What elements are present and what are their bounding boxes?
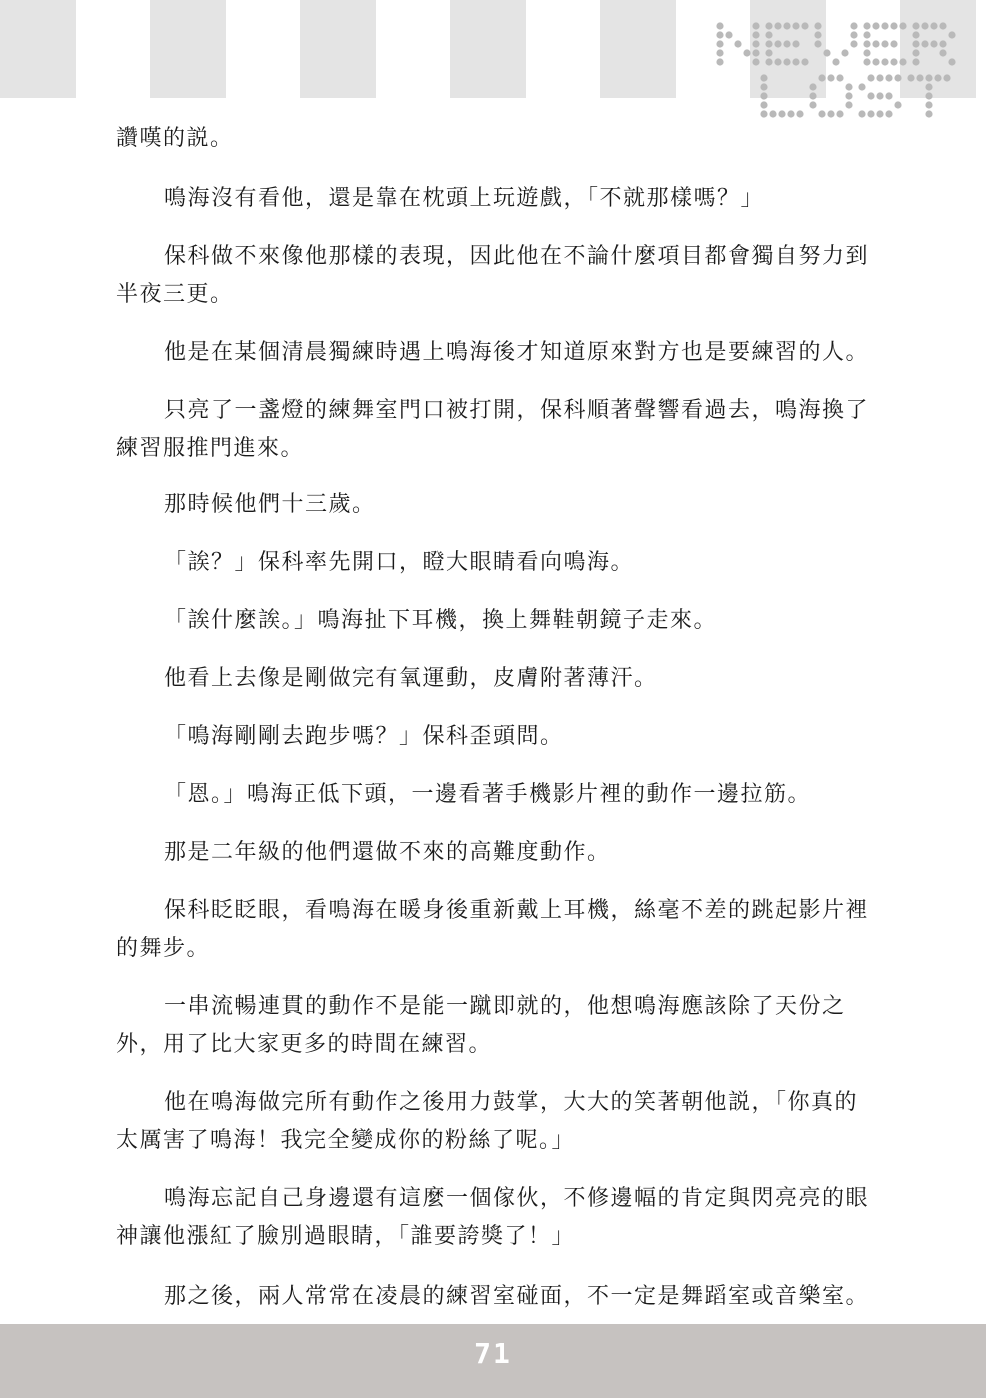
paragraph-line: 他看上去像是剛做完有氧運動，皮膚附著薄汗。 bbox=[164, 666, 658, 691]
paragraph-line: 那之後，兩人常常在凌晨的練習室碰面，不一定是舞蹈室或音樂室。 bbox=[164, 1284, 870, 1309]
paragraph-line: 保科做不來像他那樣的表現，因此他在不論什麼項目都會獨自努力到 bbox=[164, 244, 870, 269]
paragraph bbox=[116, 334, 896, 372]
paragraph bbox=[116, 988, 896, 1064]
paragraph bbox=[116, 718, 896, 756]
paragraph-line: 練習服推門進來。 bbox=[116, 436, 305, 461]
paragraph bbox=[116, 834, 896, 872]
paragraph bbox=[116, 1278, 896, 1316]
paragraph bbox=[116, 180, 896, 218]
paragraph-line: 神讓他漲紅了臉別過眼睛，「誰要誇獎了！」 bbox=[116, 1224, 576, 1249]
never-lost-logo bbox=[712, 18, 962, 122]
paragraph bbox=[116, 660, 896, 698]
paragraph-line: 半夜三更。 bbox=[116, 282, 234, 307]
paragraph bbox=[116, 602, 896, 640]
paragraph-line: 那是二年級的他們還做不來的高難度動作。 bbox=[164, 840, 611, 865]
paragraph-line: 鳴海沒有看他，還是靠在枕頭上玩遊戲，「不就那樣嗎？」 bbox=[164, 186, 765, 211]
paragraph-line: 太厲害了鳴海！我完全變成你的粉絲了呢。」 bbox=[116, 1128, 576, 1153]
paragraph-line: 「誒？」保科率先開口，瞪大眼睛看向鳴海。 bbox=[164, 550, 635, 575]
paragraph-line: 他在鳴海做完所有動作之後用力鼓掌，大大的笑著朝他説，「你真的 bbox=[164, 1090, 859, 1115]
page-number: 71 bbox=[474, 1337, 512, 1370]
paragraph bbox=[116, 120, 896, 158]
paragraph bbox=[116, 486, 896, 524]
paragraph-line: 的舞步。 bbox=[116, 936, 211, 961]
paragraph-line: 外，用了比大家更多的時間在練習。 bbox=[116, 1032, 493, 1057]
paragraph-line: 他是在某個清晨獨練時遇上鳴海後才知道原來對方也是要練習的人。 bbox=[164, 340, 870, 365]
paragraph-line: 那時候他們十三歲。 bbox=[164, 492, 376, 517]
paragraph-line: 讚嘆的説。 bbox=[116, 126, 234, 151]
paragraph-line: 「恩。」鳴海正低下頭，一邊看著手機影片裡的動作一邊拉筋。 bbox=[164, 782, 812, 807]
paragraph bbox=[116, 392, 896, 468]
paragraph bbox=[116, 892, 896, 968]
paragraph bbox=[116, 1180, 896, 1256]
paragraph bbox=[116, 238, 896, 314]
paragraph-line: 保科眨眨眼，看鳴海在暖身後重新戴上耳機，絲毫不差的跳起影片裡 bbox=[164, 898, 870, 923]
paragraph-line: 只亮了一盞燈的練舞室門口被打開，保科順著聲響看過去，鳴海換了 bbox=[164, 398, 870, 423]
paragraph-line: 鳴海忘記自己身邊還有這麼一個傢伙，不修邊幅的肯定與閃亮亮的眼 bbox=[164, 1186, 870, 1211]
paragraph bbox=[116, 544, 896, 582]
paragraph-line: 「誒什麼誒。」鳴海扯下耳機，換上舞鞋朝鏡子走來。 bbox=[164, 608, 718, 633]
paragraph-line: 一串流暢連貫的動作不是能一蹴即就的，他想鳴海應該除了天份之 bbox=[164, 994, 846, 1019]
paragraph bbox=[116, 776, 896, 814]
paragraph bbox=[116, 1084, 896, 1160]
paragraph-line: 「鳴海剛剛去跑步嗎？」保科歪頭問。 bbox=[164, 724, 564, 749]
